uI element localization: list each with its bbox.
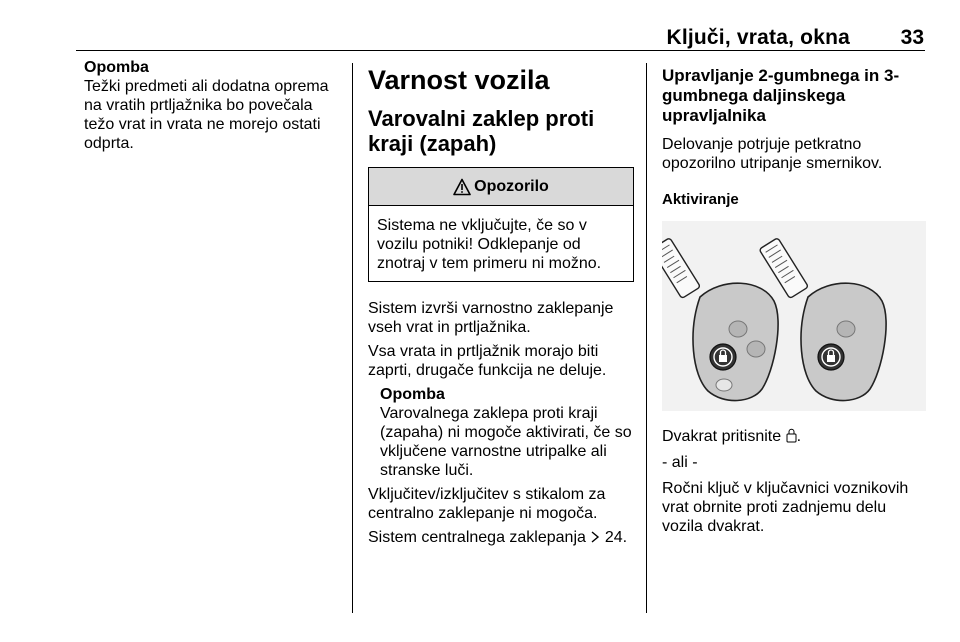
note-label: Opomba bbox=[84, 59, 149, 76]
paragraph-end: . bbox=[796, 428, 802, 445]
paragraph: - ali - bbox=[662, 454, 698, 471]
sub-heading: Aktiviranje bbox=[662, 191, 739, 208]
warning-label: Opozorilo bbox=[474, 178, 549, 195]
remote-keys-illustration bbox=[662, 221, 926, 411]
paragraph: Vsa vrata in prtljažnik morajo biti zaprti, drugače funkcija ne deluje. bbox=[368, 343, 607, 379]
paragraph: Delovanje potrjuje petkratno opozorilno utripanje smernikov. bbox=[662, 136, 883, 172]
subsection-heading: Varovalni zaklep proti kraji (zapah) bbox=[368, 106, 595, 156]
paragraph: Sistem izvrši varnostno zaklepanje vseh vrat in prtljažnika. bbox=[368, 300, 614, 336]
warning-box bbox=[368, 167, 634, 282]
header-title: Ključi, vrata, okna bbox=[666, 26, 850, 49]
note-block bbox=[368, 385, 636, 480]
section-heading: Varnost vozila bbox=[368, 65, 550, 95]
column-middle bbox=[368, 58, 636, 547]
warning-body: Sistema ne vključujte, če so v vozilu potniki! Odklepanje od znotraj v tem primeru ni možno. bbox=[377, 217, 602, 272]
lock-icon bbox=[786, 428, 797, 443]
subsection-heading: Upravljanje 2-gumbnega in 3-gumbnega daljinskega upravljalnika bbox=[662, 66, 900, 125]
header-rule bbox=[76, 50, 925, 51]
column-divider bbox=[646, 63, 647, 613]
note-text: Težki predmeti ali dodatna oprema na vratih prtljažnika bo povečala težo vrat in vrata ne morejo ostati odprta. bbox=[84, 78, 329, 152]
page-number: 33 bbox=[900, 26, 924, 49]
note-label: Opomba bbox=[380, 386, 445, 403]
paragraph-with-icon bbox=[662, 427, 928, 446]
warning-header bbox=[369, 168, 633, 206]
warning-triangle-icon bbox=[453, 178, 471, 196]
column-left bbox=[84, 58, 346, 153]
paragraph-text: Sistem centralnega zaklepanja bbox=[368, 529, 586, 546]
key-fob-left bbox=[662, 238, 778, 401]
remote-keys-figure bbox=[662, 221, 926, 411]
paragraph-with-reference bbox=[368, 528, 636, 547]
paragraph-text: Dvakrat pritisnite bbox=[662, 428, 782, 445]
column-divider bbox=[352, 63, 353, 613]
reference-arrow-icon[interactable] bbox=[590, 531, 600, 543]
reference-page-link[interactable]: 24. bbox=[604, 529, 628, 546]
note-text: Varovalnega zaklepa proti kraji (zapaha) ni mogoče aktivirati, če so vključene varnostne utripalke ali stranske luči. bbox=[380, 405, 632, 479]
paragraph: Ročni ključ v ključavnici voznikovih vrat obrnite proti zadnjemu delu vozila dvakrat. bbox=[662, 480, 909, 535]
paragraph: Vključitev/izključitev s stikalom za centralno zaklepanje ni mogoča. bbox=[368, 486, 606, 522]
column-right bbox=[662, 58, 928, 536]
